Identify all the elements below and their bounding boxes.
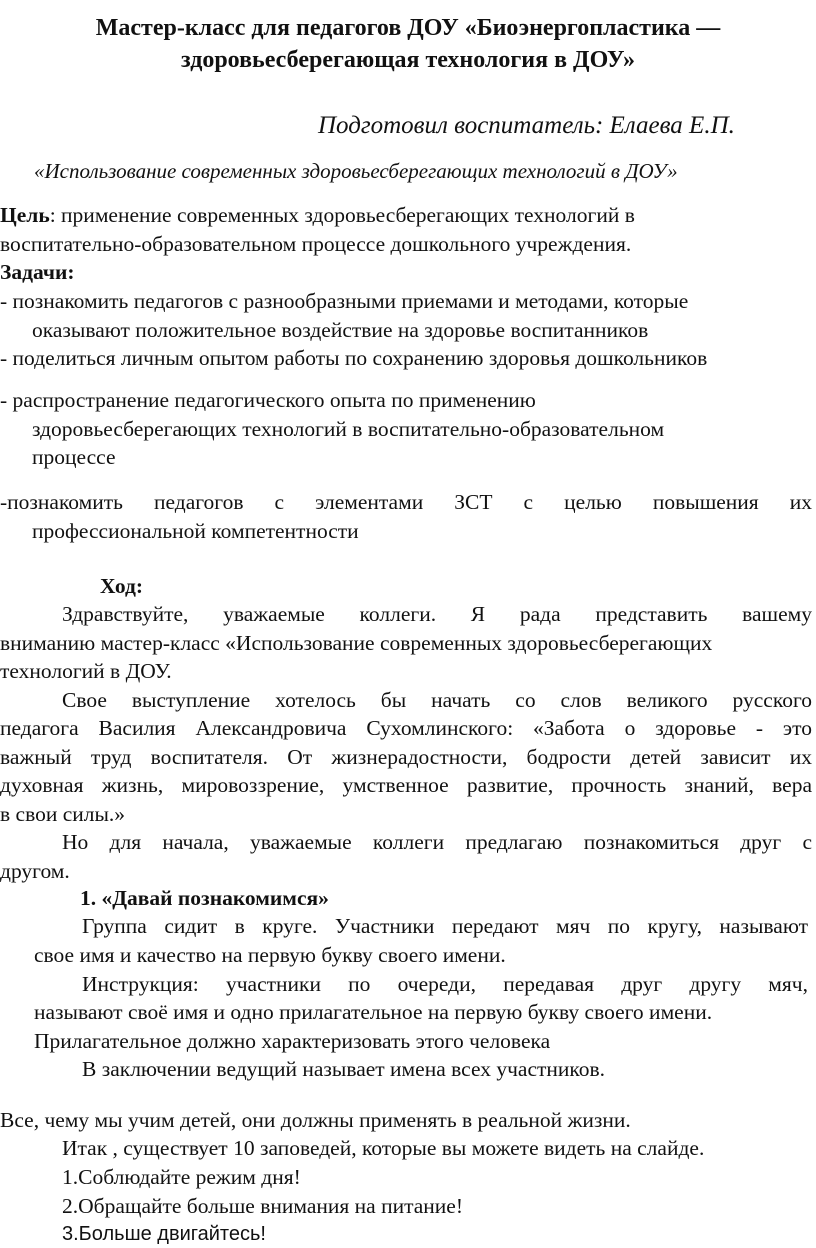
- task-item-3-line-3: процессе: [32, 445, 116, 469]
- rule-3: 3.Больше двигайтесь!: [62, 1223, 266, 1245]
- task-item-1-line-1: - познакомить педагогов с разнообразными приемами и методами, которые: [0, 289, 689, 313]
- document-title-line-1: Мастер-класс для педагогов ДОУ «Биоэнергопластика —: [95, 15, 721, 41]
- exercise-p1-line-1: Группа сидит в круге. Участники передают мяч по кругу, называют: [82, 914, 808, 938]
- exercise-p3: В заключении ведущий называет имена всех участников.: [82, 1057, 606, 1081]
- goal-text-1: : применение современных здоровьесберегающих технологий в: [49, 203, 635, 227]
- course-p3-line-1: Но для начала, уважаемые коллеги предлагаю познакомиться друг с: [62, 830, 812, 854]
- goal-line-2: воспитательно-образовательном процессе дошкольного учреждения.: [0, 232, 632, 256]
- subtitle-line: «Использование современных здоровьесберегающих технологий в ДОУ»: [34, 159, 678, 183]
- course-p2-line-4: духовная жизнь, мировоззрение, умственное развитие, прочность знаний, вера: [0, 773, 812, 797]
- exercise-p2-line-3: Прилагательное должно характеризовать этого человека: [34, 1029, 551, 1053]
- course-p2-line-5: в свои силы.»: [0, 802, 126, 826]
- task-item-1-line-2: оказывают положительное воздействие на здоровье воспитанников: [32, 318, 649, 342]
- document-title-line-2: здоровьесберегающая технология в ДОУ»: [180, 47, 635, 73]
- exercise-p2-line-2: называют своё имя и одно прилагательное на первую букву своего имени.: [34, 1000, 713, 1024]
- task-item-4-line-2: профессиональной компетентности: [32, 519, 359, 543]
- course-p1-line-2: вниманию мастер-класс «Использование современных здоровьесберегающих: [0, 631, 713, 655]
- course-p2-line-2: педагога Василия Александровича Сухомлинского: «Забота о здоровье - это: [0, 716, 812, 740]
- task-item-4-line-1: -познакомить педагогов с элементами ЗСТ с целью повышения их: [0, 490, 812, 514]
- course-p3-line-2: другом.: [0, 859, 70, 883]
- rule-1: 1.Соблюдайте режим дня!: [62, 1165, 301, 1189]
- exercise-heading: 1. «Давай познакомимся»: [80, 886, 329, 910]
- course-p1-line-1: Здравствуйте, уважаемые коллеги. Я рада представить вашему: [62, 602, 812, 626]
- course-p2-line-3: важный труд воспитателя. От жизнерадостности, бодрости детей зависит их: [0, 745, 812, 769]
- task-item-3-line-2: здоровьесберегающих технологий в воспитательно-образовательном: [32, 417, 665, 441]
- closing-line-2: Итак , существует 10 заповедей, которые вы можете видеть на слайде.: [62, 1136, 705, 1160]
- goal-line-1: [0, 201, 635, 229]
- author-line: Подготовил воспитатель: Елаева Е.П.: [318, 112, 735, 139]
- course-p2-line-1: Свое выступление хотелось бы начать со слов великого русского: [62, 688, 812, 712]
- closing-line-1: Все, чему мы учим детей, они должны применять в реальной жизни.: [0, 1108, 631, 1132]
- course-p1-line-3: технологий в ДОУ.: [0, 659, 172, 683]
- tasks-heading: Задачи:: [0, 260, 75, 284]
- task-item-2: - поделиться личным опытом работы по сохранению здоровья дошкольников: [0, 346, 708, 370]
- goal-label: Цель: [0, 203, 50, 227]
- task-item-3-line-1: - распространение педагогического опыта по применению: [0, 388, 536, 412]
- exercise-p2-line-1: Инструкция: участники по очереди, передавая друг другу мяч,: [82, 972, 808, 996]
- course-heading: Ход:: [100, 574, 144, 598]
- exercise-p1-line-2: свое имя и качество на первую букву своего имени.: [34, 943, 506, 967]
- rule-2: 2.Обращайте больше внимания на питание!: [62, 1194, 464, 1218]
